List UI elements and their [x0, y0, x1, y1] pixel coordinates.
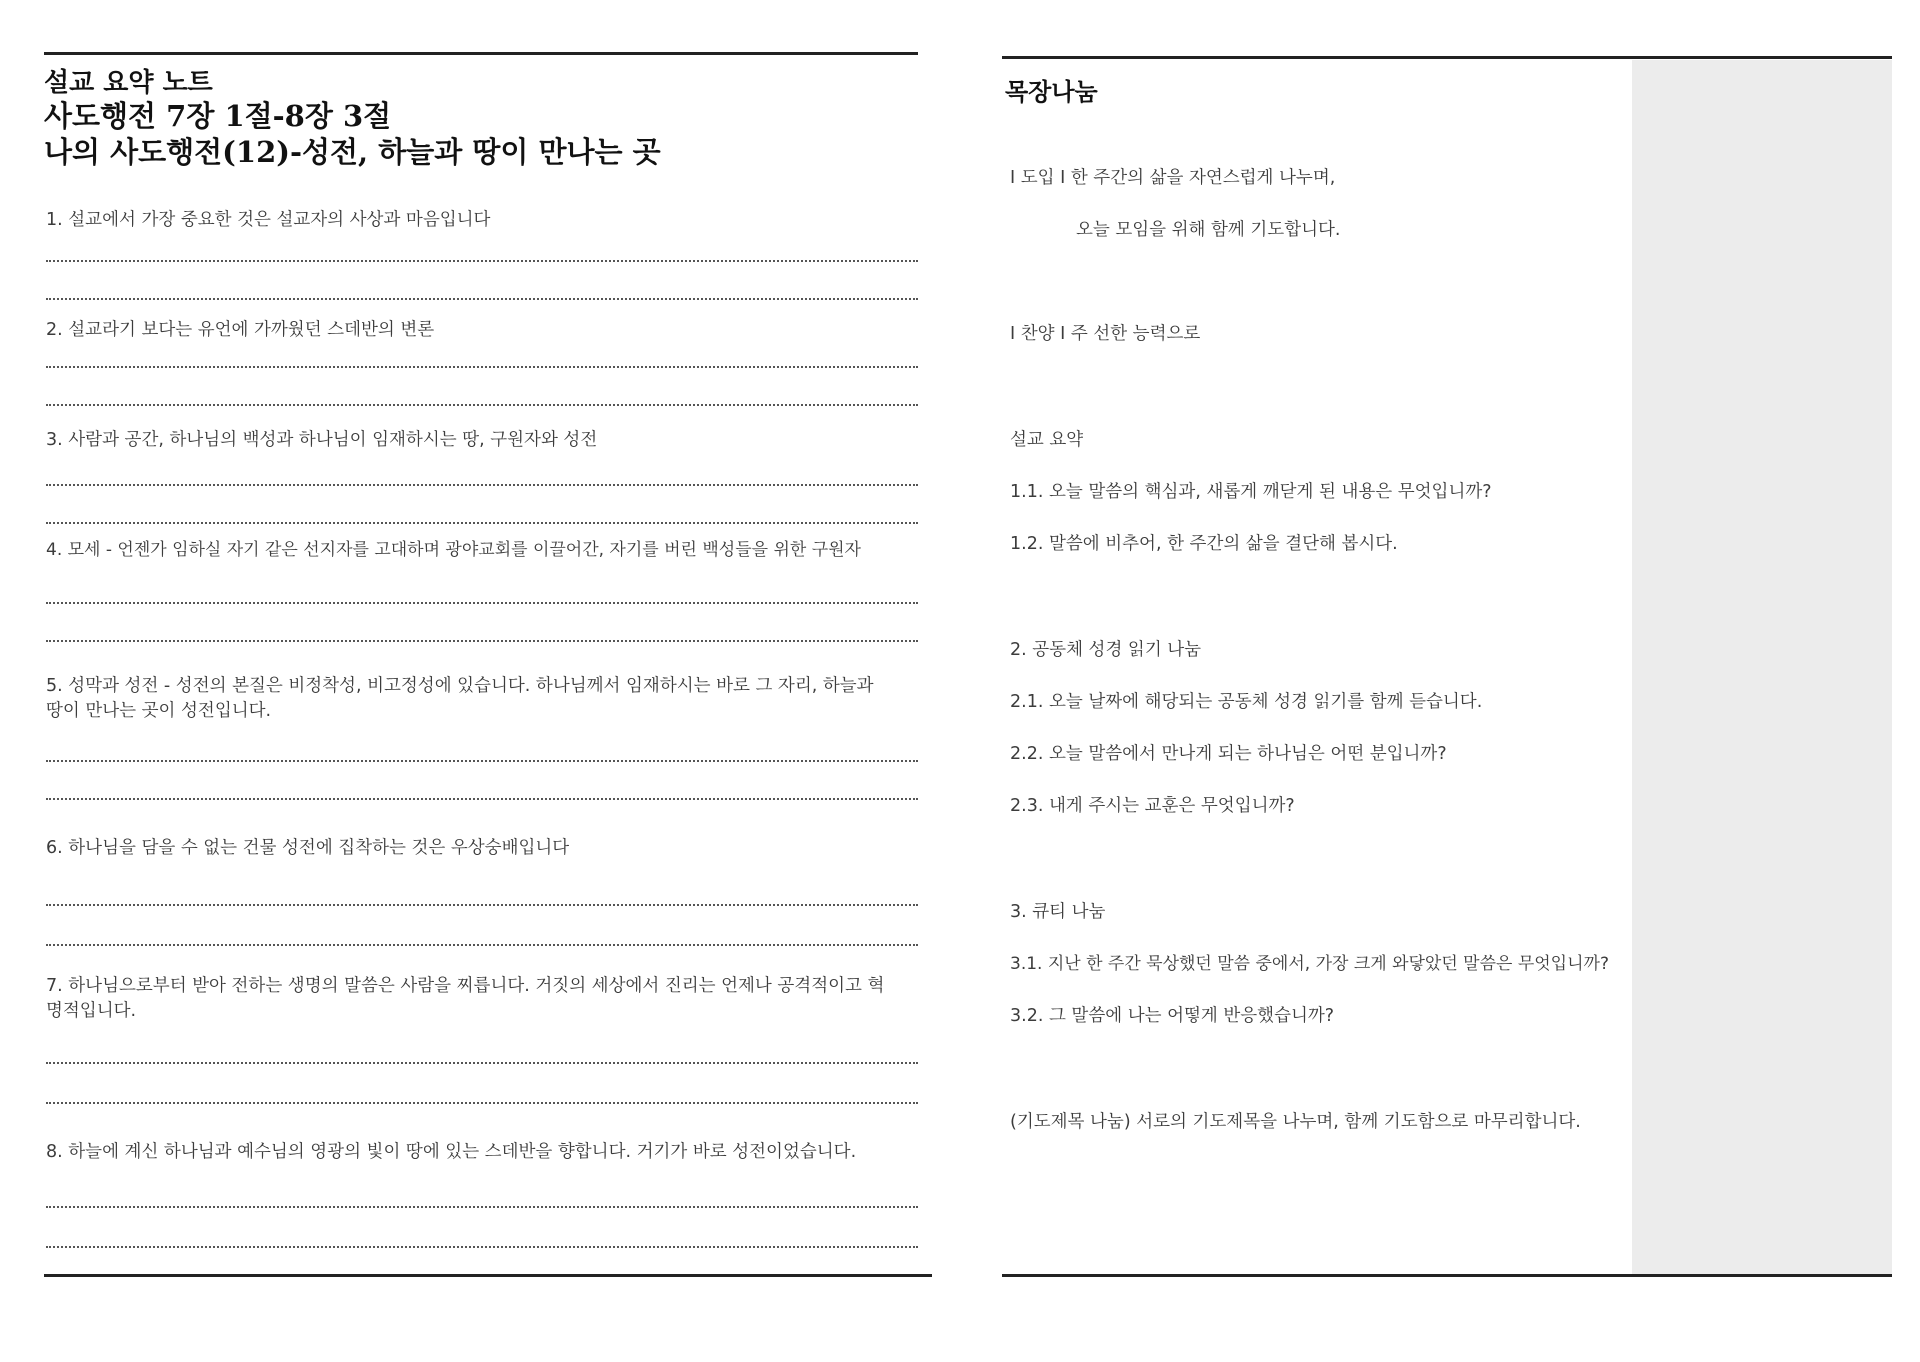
bottom-rule-left: [44, 1274, 932, 1277]
writing-line[interactable]: [46, 602, 918, 604]
prayer-sharing-line: (기도제목 나눔) 서로의 기도제목을 나누며, 함께 기도함으로 마무리합니다.: [1010, 1112, 1581, 1132]
question-3-2: 3.2. 그 말씀에 나는 어떻게 반응했습니까?: [1010, 1006, 1335, 1026]
intro-line: I 도입 I 한 주간의 삶을 자연스럽게 나누며,: [1010, 168, 1336, 188]
note-item-4: 4. 모세 - 언젠가 임하실 자기 같은 선지자를 고대하며 광야교회를 이끌어간, 자기를 버린 백성들을 위한 구원자: [46, 540, 861, 560]
question-2-3: 2.3. 내게 주시는 교훈은 무엇입니까?: [1010, 796, 1295, 816]
note-item-6: 6. 하나님을 담을 수 없는 건물 성전에 집착하는 것은 우상숭배입니다: [46, 838, 570, 858]
intro-prayer-line: 오늘 모임을 위해 함께 기도합니다.: [1076, 220, 1341, 240]
note-item-8: 8. 하늘에 계신 하나님과 예수님의 영광의 빛이 땅에 있는 스데반을 향합니다. 거기가 바로 성전이었습니다.: [46, 1142, 857, 1162]
writing-line[interactable]: [46, 1062, 918, 1064]
writing-line[interactable]: [46, 760, 918, 762]
note-item-7: 7. 하나님으로부터 받아 전하는 생명의 말씀은 사람을 찌릅니다. 거짓의 세상에서 진리는 언제나 공격적이고 혁명적입니다.: [46, 976, 885, 1021]
note-item-1: 1. 설교에서 가장 중요한 것은 설교자의 사상과 마음입니다: [46, 210, 491, 230]
question-1-1: 1.1. 오늘 말씀의 핵심과, 새롭게 깨닫게 된 내용은 무엇입니까?: [1010, 482, 1492, 502]
worship-line: I 찬양 I 주 선한 능력으로: [1010, 324, 1201, 344]
notes-kicker: 설교 요약 노트: [44, 68, 213, 98]
writing-line[interactable]: [46, 484, 918, 486]
writing-line[interactable]: [46, 1246, 918, 1248]
note-item-3: 3. 사람과 공간, 하나님의 백성과 하나님이 임재하시는 땅, 구원자와 성전: [46, 430, 598, 450]
question-3-1: 3.1. 지난 한 주간 묵상했던 말씀 중에서, 가장 크게 와닿았던 말씀은 무엇입니까?: [1010, 954, 1609, 974]
sermon-summary-heading: 설교 요약: [1010, 430, 1084, 450]
question-2-1: 2.1. 오늘 날짜에 해당되는 공동체 성경 읽기를 함께 듣습니다.: [1010, 692, 1483, 712]
scripture-passage: 사도행전 7장 1절-8장 3절: [44, 99, 392, 133]
small-group-title: 목장나눔: [1005, 78, 1098, 106]
writing-line[interactable]: [46, 260, 918, 262]
top-rule-right: [1002, 56, 1892, 59]
top-rule-left: [44, 52, 918, 55]
writing-line[interactable]: [46, 404, 918, 406]
question-2-2: 2.2. 오늘 말씀에서 만나게 되는 하나님은 어떤 분입니까?: [1010, 744, 1447, 764]
writing-line[interactable]: [46, 366, 918, 368]
bible-reading-heading: 2. 공동체 성경 읽기 나눔: [1010, 640, 1202, 660]
writing-line[interactable]: [46, 522, 918, 524]
writing-line[interactable]: [46, 904, 918, 906]
writing-line[interactable]: [46, 298, 918, 300]
writing-line[interactable]: [46, 1206, 918, 1208]
note-item-5: 5. 성막과 성전 - 성전의 본질은 비정착성, 비고정성에 있습니다. 하나님께서 임재하시는 바로 그 자리, 하늘과 땅이 만나는 곳이 성전입니다.: [46, 676, 874, 721]
question-1-2: 1.2. 말씀에 비추어, 한 주간의 삶을 결단해 봅시다.: [1010, 534, 1398, 554]
writing-line[interactable]: [46, 640, 918, 642]
sermon-title: 나의 사도행전(12)-성전, 하늘과 땅이 만나는 곳: [44, 135, 661, 169]
writing-line[interactable]: [46, 944, 918, 946]
side-panel: [1632, 60, 1892, 1275]
note-item-2: 2. 설교라기 보다는 유언에 가까웠던 스데반의 변론: [46, 320, 435, 340]
bottom-rule-right: [1002, 1274, 1892, 1277]
qt-sharing-heading: 3. 큐티 나눔: [1010, 902, 1106, 922]
writing-line[interactable]: [46, 1102, 918, 1104]
writing-line[interactable]: [46, 798, 918, 800]
